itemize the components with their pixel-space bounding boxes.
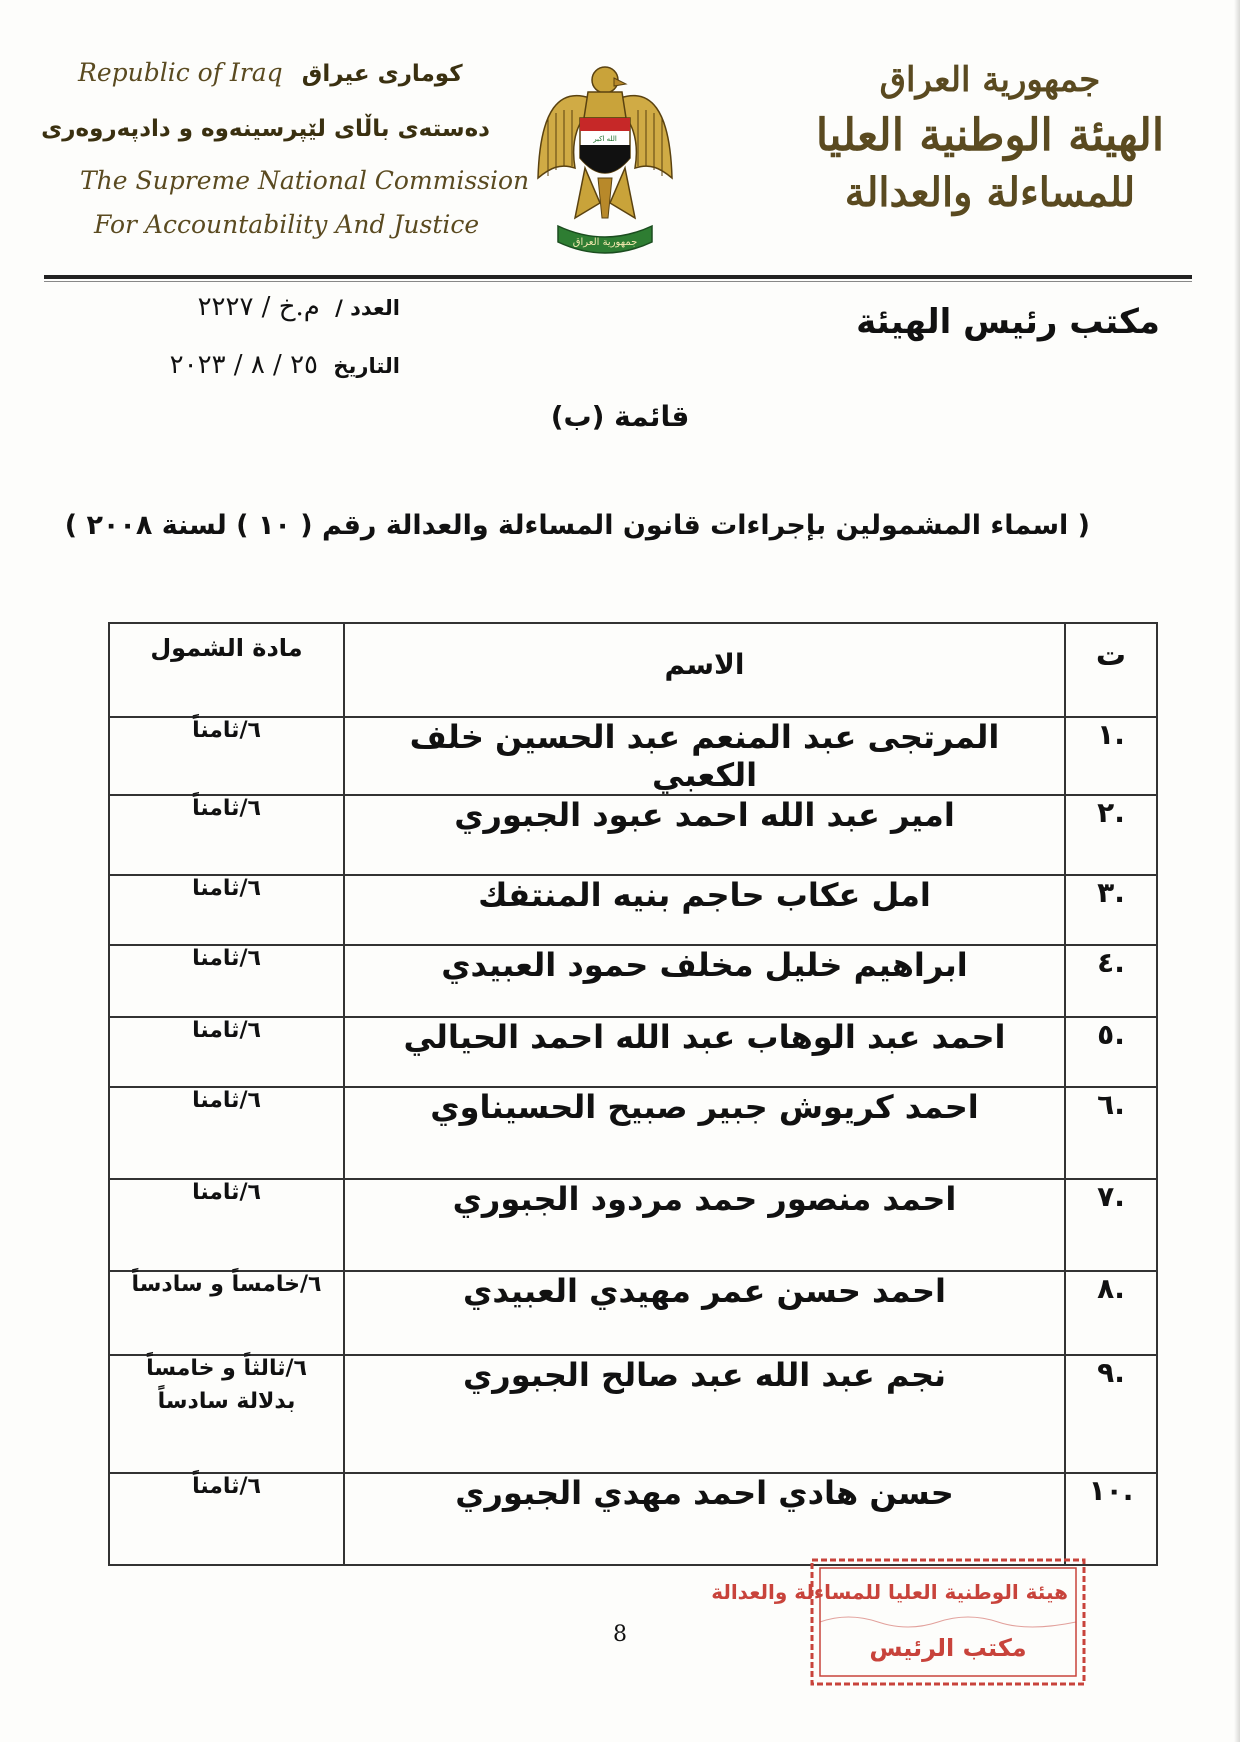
- republic-ku: کوماری عیراق: [301, 61, 463, 87]
- row-name: امل عكاب حاجم بنيه المنتفك: [344, 875, 1065, 945]
- emblem-caption: جمهورية العراق: [572, 237, 638, 248]
- row-article: ٦/ثامناً: [109, 717, 344, 795]
- stamp-line2: مكتب الرئيس: [869, 1634, 1027, 1662]
- table-row: [109, 717, 1157, 795]
- scan-edge: [1234, 0, 1240, 1742]
- row-number: .٨: [1065, 1271, 1157, 1355]
- row-article-line2: بدلالة سادساً: [157, 1389, 296, 1414]
- table-row: [109, 945, 1157, 1017]
- row-number: .٢: [1065, 795, 1157, 875]
- header-no: ت: [1065, 623, 1157, 717]
- republic-en: Republic of Iraq: [78, 58, 283, 87]
- list-subtitle: ( اسماء المشمولين بإجراءات قانون المساءلة والعدالة رقم ( ١٠ ) لسنة ٢٠٠٨ ): [64, 510, 1090, 541]
- header-right: [810, 60, 1170, 216]
- row-name: احمد عبد الوهاب عبد الله احمد الحيالي: [344, 1017, 1065, 1087]
- table-row: [109, 1355, 1157, 1473]
- ref-number-value: م.خ / ٢٢٢٧: [197, 292, 320, 322]
- row-article: [109, 1355, 344, 1473]
- stamp-text: [711, 1556, 1088, 1688]
- row-article: ٦/ثامنا: [109, 945, 344, 1017]
- row-article: ٦/ثامنا: [109, 1017, 344, 1087]
- row-article: ٦/ثامنا: [109, 1179, 344, 1271]
- row-article: ٦/ثامنا: [109, 1087, 344, 1179]
- svg-text:الله اكبر: الله اكبر: [593, 135, 617, 143]
- names-table: [108, 622, 1158, 1566]
- header-name: الاسم: [344, 623, 1065, 717]
- row-number: .١٠: [1065, 1473, 1157, 1565]
- row-name: نجم عبد الله عبد صالح الجبوري: [344, 1355, 1065, 1473]
- table-header-row: [109, 623, 1157, 717]
- iraq-eagle-emblem: [530, 58, 680, 258]
- commission-ku: دەستەی باڵای لێپرسینەوە و دادپەروەری: [41, 116, 490, 142]
- table-row: [109, 1017, 1157, 1087]
- row-name: المرتجى عبد المنعم عبد الحسين خلف الكعبي: [344, 717, 1065, 795]
- row-article-line1: ٦/ثالثاً و خامساً: [146, 1356, 307, 1381]
- row-article: ٦/ثامناً: [109, 1473, 344, 1565]
- row-name: احمد منصور حمد مردود الجبوري: [344, 1179, 1065, 1271]
- table-row: [109, 1179, 1157, 1271]
- commission-en-1: The Supreme National Commission: [80, 166, 530, 195]
- commission-ar-line2: للمساءلة والعدالة: [844, 169, 1136, 216]
- header-rule: [44, 275, 1192, 279]
- row-name: حسن هادي احمد مهدي الجبوري: [344, 1473, 1065, 1565]
- row-number: .٥: [1065, 1017, 1157, 1087]
- row-number: .٤: [1065, 945, 1157, 1017]
- table-row: [109, 1271, 1157, 1355]
- row-article: ٦/خامساً و سادساً: [109, 1271, 344, 1355]
- office-title: مكتب رئيس الهيئة: [856, 302, 1160, 342]
- commission-ar-line1: الهيئة الوطنية العليا: [815, 110, 1165, 161]
- page-number: 8: [613, 1622, 627, 1647]
- table-row: [109, 1087, 1157, 1179]
- republic-ar: جمهورية العراق: [879, 60, 1101, 100]
- ref-number-label: العدد /: [335, 296, 400, 320]
- commission-en-2: For Accountability And Justice: [94, 210, 480, 239]
- list-title: قائمة (ب): [550, 400, 690, 433]
- row-number: .٩: [1065, 1355, 1157, 1473]
- row-name: امير عبد الله احمد عبود الجبوري: [344, 795, 1065, 875]
- table-row: [109, 1473, 1157, 1565]
- header-article: مادة الشمول: [109, 623, 344, 717]
- header-rule-thin: [44, 281, 1192, 282]
- row-number: .١: [1065, 717, 1157, 795]
- row-number: .٧: [1065, 1179, 1157, 1271]
- row-number: .٣: [1065, 875, 1157, 945]
- row-article: ٦/ثامناً: [109, 795, 344, 875]
- stamp-line1: هيئة الوطنية العليا للمساءلة والعدالة: [711, 1580, 1068, 1604]
- table-row: [109, 795, 1157, 875]
- table-row: [109, 875, 1157, 945]
- ref-date-value: ٢٥ / ٨ / ٢٠٢٣: [169, 350, 319, 380]
- row-article: ٦/ثامنا: [109, 875, 344, 945]
- row-name: احمد كريوش جبير صبيح الحسيناوي: [344, 1087, 1065, 1179]
- row-number: .٦: [1065, 1087, 1157, 1179]
- row-name: احمد حسن عمر مهيدي العبيدي: [344, 1271, 1065, 1355]
- ref-date-label: التاريخ: [333, 354, 400, 378]
- row-name: ابراهيم خليل مخلف حمود العبيدي: [344, 945, 1065, 1017]
